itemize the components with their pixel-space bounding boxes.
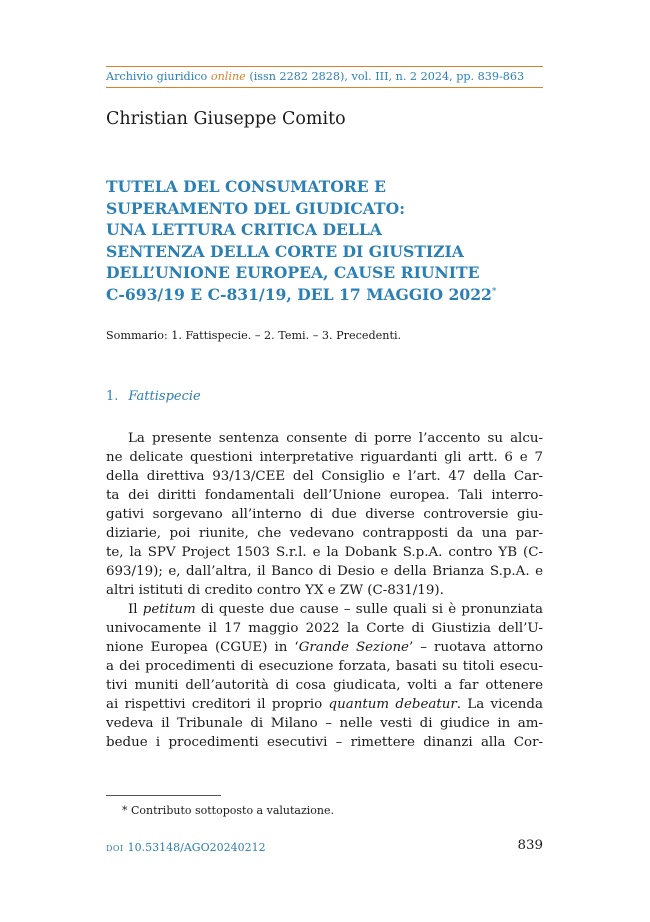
body-line: vedeva il Tribunale di Milano – nelle vesti di giudice in am- — [106, 716, 543, 731]
body-line: univocamente il 17 maggio 2022 la Corte di Giustizia dell’U- — [106, 621, 543, 636]
body-line — [106, 695, 543, 714]
doi-value: 10.53148/AGO20240212 — [127, 841, 266, 854]
section-number: 1. — [106, 389, 119, 404]
footnote: * Contributo sottoposto a valutazione. — [122, 804, 334, 817]
author-name: Christian Giuseppe Comito — [106, 109, 346, 129]
title-line: DELL’UNIONE EUROPEA, CAUSE RIUNITE — [106, 263, 480, 283]
journal-issue-info: (issn 2282 2828), vol. III, n. 2 2024, pp. 839-863 — [245, 70, 525, 83]
header-top-rule — [106, 66, 543, 67]
body-text: Il — [128, 602, 143, 617]
title-line: UNA LETTURA CRITICA DELLA — [106, 220, 382, 240]
body-text: nione Europea (CGUE) in ‘ — [106, 640, 299, 655]
body-line: te, la SPV Project 1503 S.r.l. e la Dobank S.p.A. contro YB (C- — [106, 545, 543, 560]
article-title — [106, 176, 543, 306]
body-line: diziarie, poi riunite, che vedevano contrapposti da una par- — [106, 526, 543, 541]
body-line: La presente sentenza consente di porre l’accento su alcu- — [128, 431, 543, 446]
title-line: SENTENZA DELLA CORTE DI GIUSTIZIA — [106, 241, 464, 261]
journal-name: Archivio giuridico — [106, 70, 211, 83]
journal-header — [106, 70, 543, 83]
body-line: ne delicate questioni interpretative riguardanti gli artt. 6 e 7 — [106, 450, 543, 465]
page-number: 839 — [517, 838, 543, 853]
body-line: gativi sorgevano all’interno di due diverse controversie giu- — [106, 507, 543, 522]
body-line: ta dei diritti fondamentali dell’Unione europea. Tali interro- — [106, 488, 543, 503]
body-text: di queste due cause – sulle quali si è pronunziata — [195, 602, 543, 617]
body-line: della direttiva 93/13/CEE del Consiglio e l’art. 47 della Car- — [106, 469, 543, 484]
body-text: ai rispettivi creditori il proprio — [106, 697, 329, 712]
body-text: . La vicenda — [456, 697, 543, 712]
doi-link[interactable] — [106, 841, 266, 854]
section-title: Fattispecie — [128, 389, 201, 404]
body-line: bedue i procedimenti esecutivi – rimettere dinanzi alla Cor- — [106, 735, 543, 750]
body-line — [106, 600, 543, 619]
section-heading — [106, 389, 201, 404]
article-summary: Sommario: 1. Fattispecie. – 2. Temi. – 3. Precedenti. — [106, 329, 402, 342]
doi-label: DOI — [106, 844, 124, 853]
title-line-text: C-693/19 E C-831/19, DEL 17 MAGGIO 2022 — [106, 284, 492, 304]
body-line: 693/19); e, dall’altra, il Banco di Desio e della Brianza S.p.A. e — [106, 564, 543, 579]
body-italic: petitum — [142, 602, 196, 617]
title-footnote-mark[interactable]: * — [491, 286, 497, 297]
footnote-rule — [106, 795, 221, 796]
title-line: TUTELA DEL CONSUMATORE E — [106, 177, 386, 196]
journal-online-label: online — [210, 70, 246, 83]
body-text: ’ – ruotava attorno — [409, 640, 544, 655]
body-italic: quantum debeatur — [328, 697, 457, 712]
title-line-last — [106, 284, 543, 306]
header-bottom-rule — [106, 87, 543, 88]
title-line: SUPERAMENTO DEL GIUDICATO: — [106, 198, 405, 218]
body-line — [106, 638, 543, 657]
body-italic: Grande Sezione — [298, 640, 409, 655]
body-line: tivi muniti dell’autorità di cosa giudicata, volti a far ottenere — [106, 678, 543, 693]
body-line: altri istituti di credito contro YX e ZW (C-831/19). — [106, 583, 444, 598]
body-line: a dei procedimenti di esecuzione forzata, basati su titoli esecu- — [106, 659, 543, 674]
